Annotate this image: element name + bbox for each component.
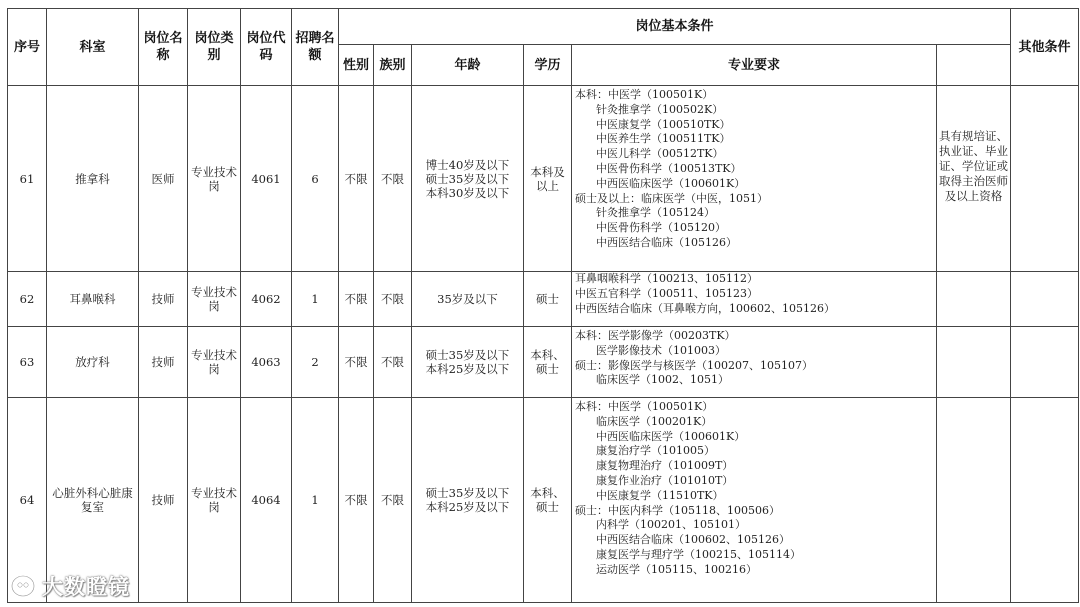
header-post-type: 岗位类别 [188,9,241,86]
cell-gender: 不限 [339,398,374,603]
cell-post-name: 技师 [139,272,188,327]
major-line: 针灸推拿学（100502K） [575,102,724,116]
major-line: 本科：中医学（100501K） [575,400,714,413]
cell-other [937,272,1011,327]
major-line: 中西医结合临床（105126） [575,235,737,249]
major-line: 医学影像技术（101003） [575,343,726,357]
major-line: 本科：中医学（100501K） [575,88,714,101]
cell-post-code: 4063 [241,327,292,398]
major-line: 中医康复学（11510TK） [575,488,724,502]
major-line: 中医康复学（100510TK） [575,117,731,131]
cell-post-type: 专业技术岗 [188,327,241,398]
header-quota: 招聘名额 [292,9,339,86]
cell-post-code: 4064 [241,398,292,603]
major-line: 本科：医学影像学（00203TK） [575,329,736,342]
cell-major [572,327,937,398]
cell-remarks [1011,327,1079,398]
cell-major [572,86,937,272]
cell-remarks [1011,86,1079,272]
major-line: 硕士及以上：临床医学（中医，1051） [575,191,768,205]
age-line: 本科25岁及以下 [425,362,510,376]
age-line: 本科25岁及以下 [425,500,510,514]
cell-dept: 推拿科 [47,86,139,272]
header-education: 学历 [524,45,572,86]
cell-seq: 61 [8,86,47,272]
age-line: 硕士35岁及以下 [425,486,510,500]
cell-other [937,398,1011,603]
cell-post-name: 技师 [139,398,188,603]
cell-quota: 2 [292,327,339,398]
cell-education: 本科、硕士 [524,327,572,398]
cell-dept: 放疗科 [47,327,139,398]
cell-seq: 64 [8,398,47,603]
cell-post-type: 专业技术岗 [188,86,241,272]
cell-age [412,398,524,603]
major-line: 中西医临床医学（100601K） [575,176,746,190]
age-line: 硕士35岁及以下 [425,171,510,186]
cell-quota: 6 [292,86,339,272]
cell-quota: 1 [292,398,339,603]
cell-gender: 不限 [339,327,374,398]
cell-post-type: 专业技术岗 [188,272,241,327]
table-row [8,327,1079,398]
cell-quota: 1 [292,272,339,327]
major-line: 中西医结合临床（耳鼻喉方向，100602、105126） [575,301,835,315]
cell-education: 硕士 [524,272,572,327]
major-line: 运动医学（105115、100216） [575,562,757,576]
major-line: 中西医结合临床（100602、105126） [575,533,790,547]
cell-post-name: 技师 [139,327,188,398]
major-line: 中医五官科学（100511、105123） [575,286,758,300]
major-line: 临床医学（1002、1051） [575,373,729,387]
major-line: 硕士：中医内科学（105118、100506） [575,503,780,517]
major-line: 康复治疗学（101005） [575,444,715,458]
cell-education: 本科、硕士 [524,398,572,603]
cell-ethnicity: 不限 [374,86,412,272]
major-line: 内科学（100201、105101） [575,518,746,532]
cell-major [572,398,937,603]
cell-other [937,327,1011,398]
header-ethnicity: 族别 [374,45,412,86]
cell-seq: 63 [8,327,47,398]
age-line: 35岁及以下 [437,292,498,306]
major-line: 硕士：影像医学与核医学（100207、105107） [575,358,813,372]
cell-ethnicity: 不限 [374,272,412,327]
watermark-text: 大数瞪镜 [42,575,130,599]
cell-post-name: 医师 [139,86,188,272]
major-line: 康复物理治疗（101009T） [575,459,734,473]
cell-age [412,272,524,327]
cell-ethnicity: 不限 [374,398,412,603]
major-line: 中医骨伤科学（105120） [575,221,726,235]
cell-remarks [1011,272,1079,327]
age-line: 博士40岁及以下 [425,157,510,172]
cell-dept: 心脏外科心脏康复室 [47,398,139,603]
cell-gender: 不限 [339,272,374,327]
cell-seq: 62 [8,272,47,327]
cell-other: 具有规培证、执业证、毕业证、学位证或取得主治医师及以上资格 [937,86,1011,272]
cell-post-type: 专业技术岗 [188,398,241,603]
cell-gender: 不限 [339,86,374,272]
cell-ethnicity: 不限 [374,327,412,398]
age-line: 硕士35岁及以下 [425,348,510,362]
table-row [8,272,1079,327]
cell-age [412,327,524,398]
cell-education: 本科及以上 [524,86,572,272]
major-line: 中医骨伤科学（100513TK） [575,161,742,175]
recruitment-table [7,8,1079,603]
age-line: 本科30岁及以下 [425,185,510,200]
cell-post-code: 4062 [241,272,292,327]
header-dept: 科室 [47,9,139,86]
header-age: 年龄 [412,45,524,86]
header-post-code: 岗位代码 [241,9,292,86]
cell-age [412,86,524,272]
major-line: 耳鼻咽喉科学（100213、105112） [575,272,758,285]
major-line: 康复医学与理疗学（100215、105114） [575,547,801,561]
header-post-name: 岗位名称 [139,9,188,86]
cell-remarks [1011,398,1079,603]
major-line: 康复作业治疗（101010T） [575,473,734,487]
major-line: 中西医临床医学（100601K） [575,429,746,443]
table-row [8,86,1079,272]
header-basic-conditions: 岗位基本条件 [339,9,1011,45]
major-line: 针灸推拿学（105124） [575,206,715,220]
cell-post-code: 4061 [241,86,292,272]
major-line: 临床医学（100201K） [575,414,713,428]
major-line: 中医养生学（100511TK） [575,132,731,146]
header-gender: 性别 [339,45,374,86]
header-major: 专业要求 [572,45,937,86]
header-other: 其他条件 [1011,9,1079,86]
header-seq: 序号 [8,9,47,86]
cell-dept: 耳鼻喉科 [47,272,139,327]
cell-major [572,272,937,327]
major-line: 中医儿科学（00512TK） [575,147,724,161]
table-row [8,398,1079,603]
